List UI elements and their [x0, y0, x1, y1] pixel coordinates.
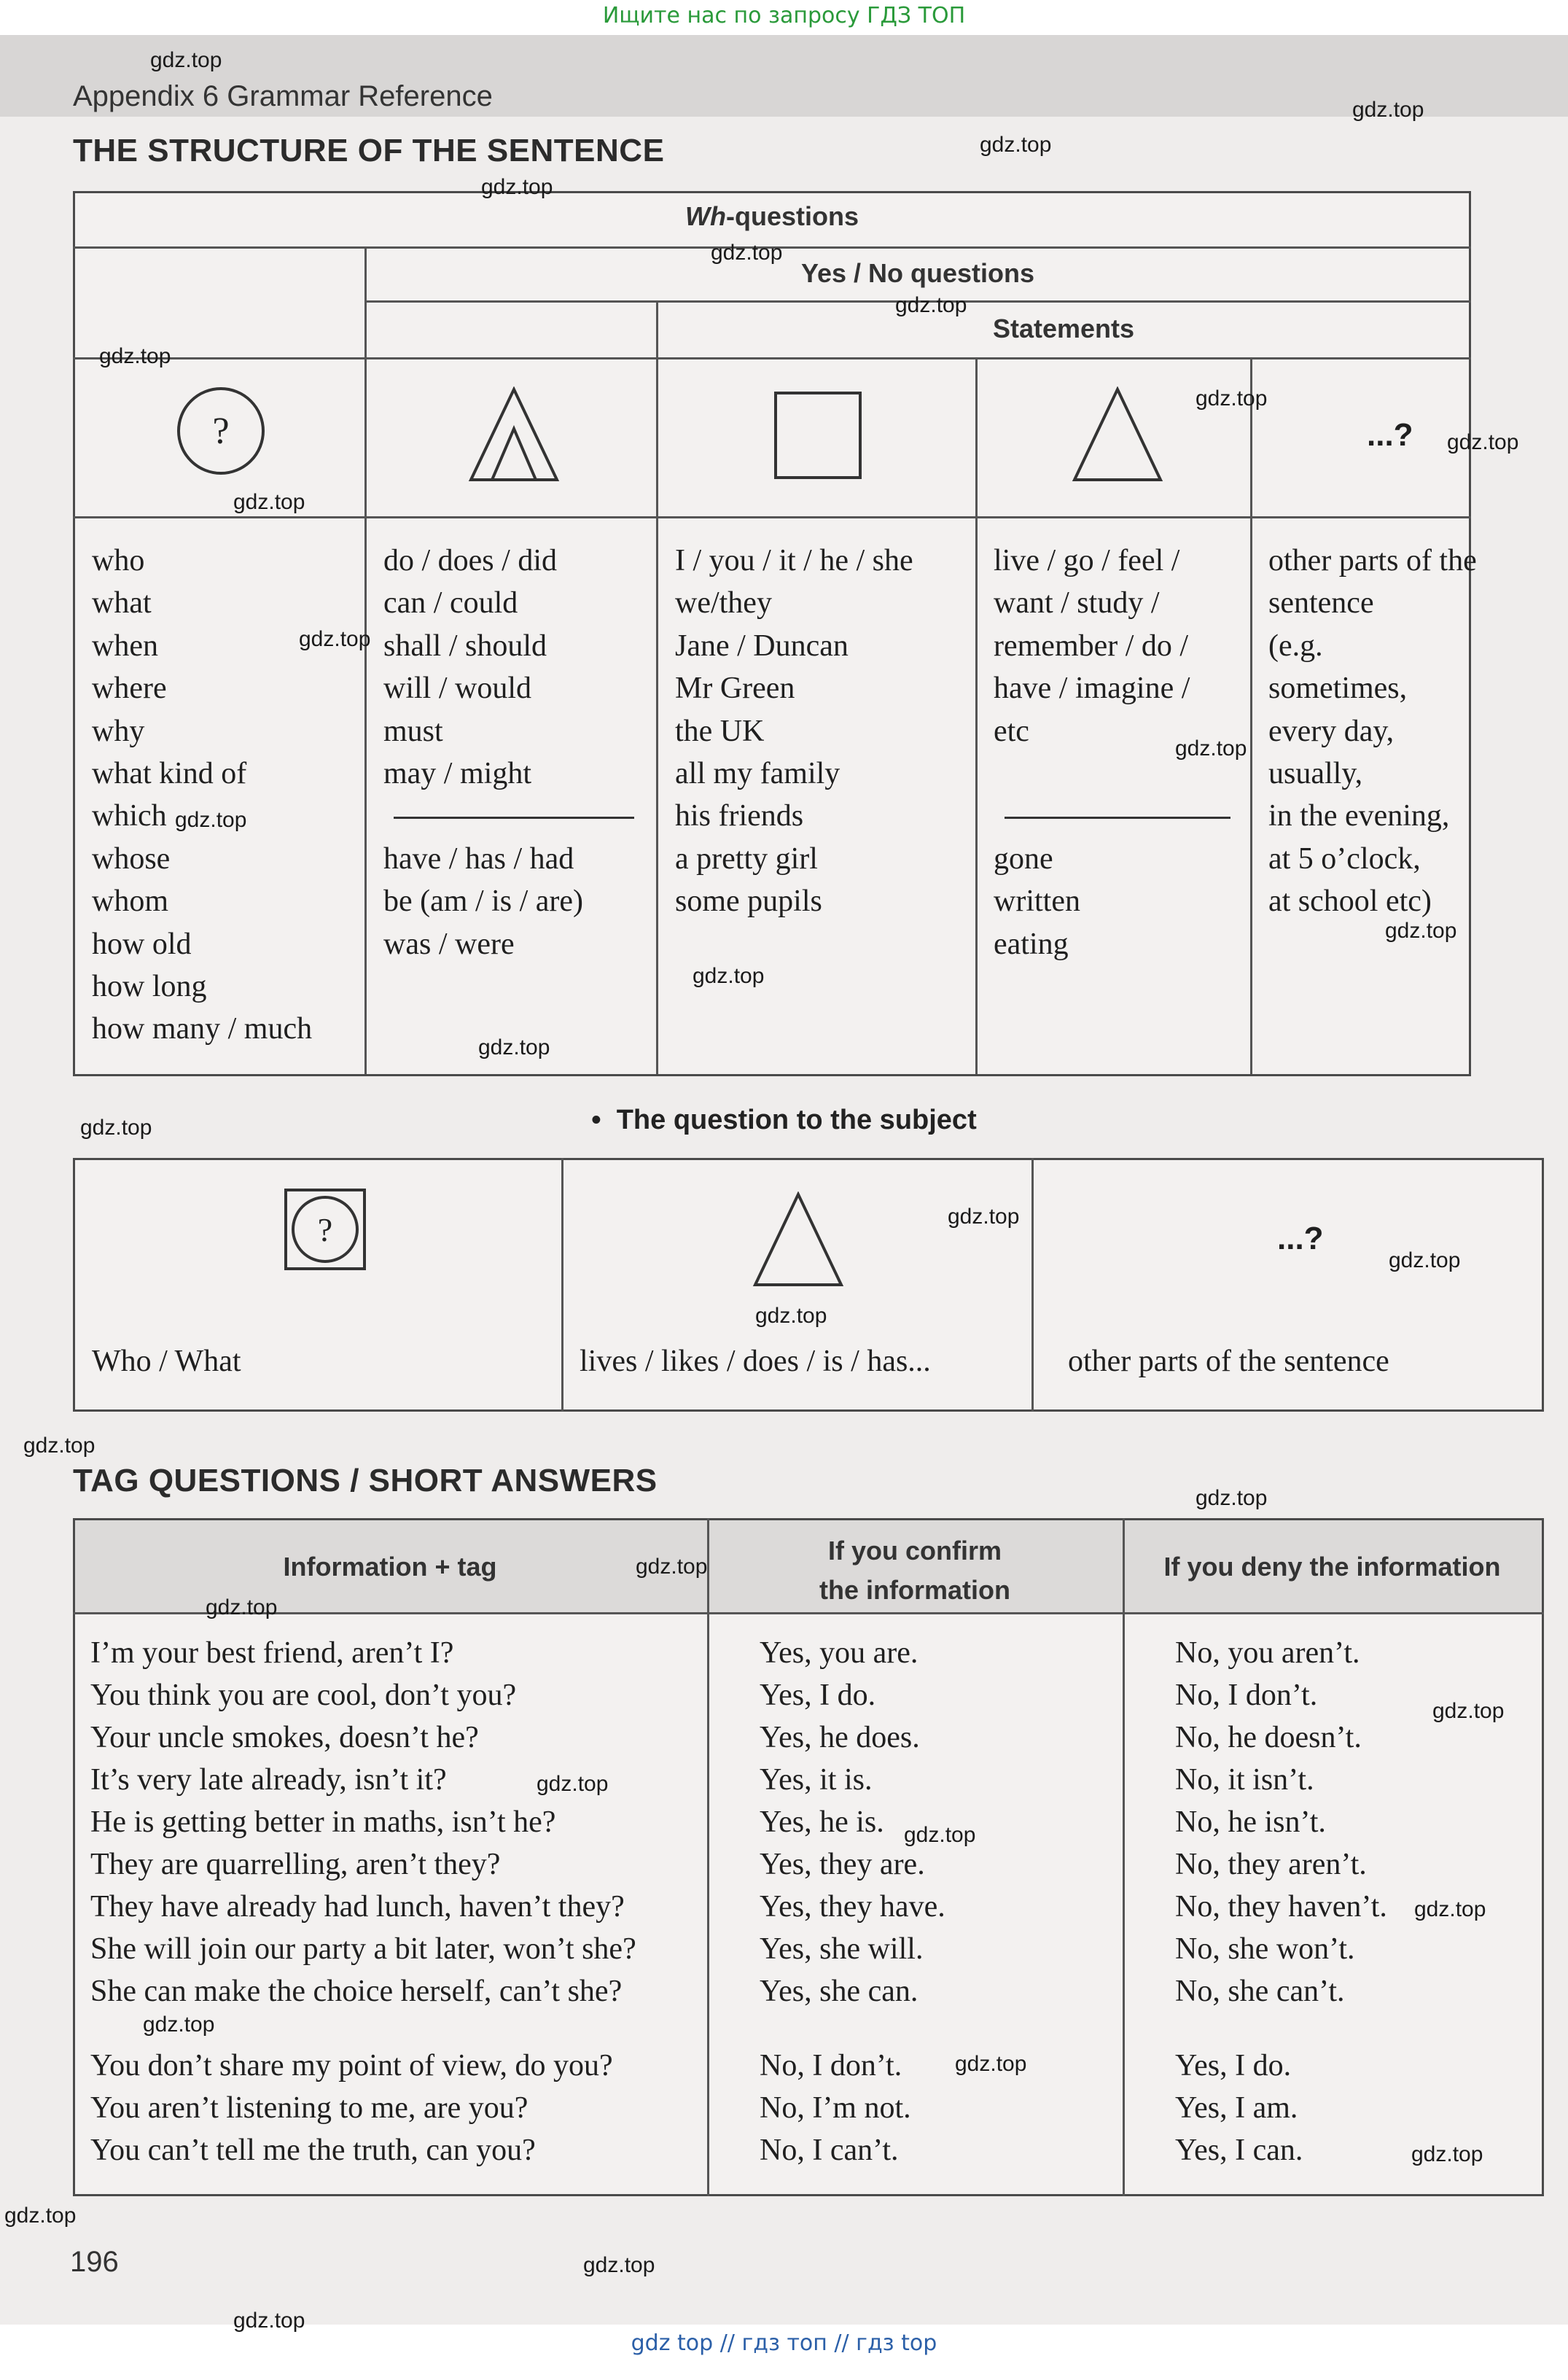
watermark: gdz.top	[537, 1772, 609, 1796]
cell: must	[383, 715, 443, 748]
watermark: gdz.top	[1432, 1699, 1505, 1723]
verb-triangle-icon	[1070, 386, 1165, 484]
deny-cell: Yes, I do.	[1175, 2049, 1292, 2082]
subject-question-title	[0, 1105, 1568, 1136]
cell: whom	[92, 884, 168, 918]
question-circle-icon	[175, 385, 267, 477]
cell: live / go / feel /	[994, 544, 1180, 578]
deny-cell: No, he isn’t.	[1175, 1805, 1326, 1839]
subject-question-title-text: The question to the subject	[616, 1105, 977, 1135]
watermark: gdz.top	[206, 1595, 278, 1619]
watermark: gdz.top	[583, 2253, 655, 2277]
cell: sentence	[1268, 586, 1374, 620]
cell: eating	[994, 928, 1069, 961]
cell: be (am / is / are)	[383, 884, 584, 918]
watermark: gdz.top	[980, 133, 1052, 157]
wh-questions-header	[73, 201, 1471, 232]
tag-cell: She can make the choice herself, can’t she?	[90, 1975, 623, 2008]
tag-cell: You aren’t listening to me, are you?	[90, 2091, 528, 2125]
watermark: gdz.top	[1414, 1897, 1486, 1921]
section-title-structure: THE STRUCTURE OF THE SENTENCE	[73, 133, 665, 168]
cell: remember / do /	[994, 629, 1189, 663]
watermark: gdz.top	[904, 1823, 976, 1847]
cell: when	[92, 629, 158, 663]
cell: how many / much	[92, 1012, 313, 1046]
question-end-mark: ...?	[1367, 417, 1413, 453]
cell: why	[92, 715, 145, 748]
watermark: gdz.top	[948, 1205, 1020, 1229]
tag-header-information: Information + tag	[283, 1552, 497, 1582]
statements-header: Statements	[992, 314, 1135, 343]
svg-text:?: ?	[317, 1211, 333, 1248]
subject-question-cell-3: other parts of the sentence	[1068, 1345, 1389, 1378]
watermark: gdz.top	[99, 344, 171, 368]
cell: I / you / it / he / she	[675, 544, 913, 578]
subject-question-cell-1: Who / What	[92, 1345, 241, 1378]
cell: some pupils	[675, 884, 822, 918]
confirm-cell: Yes, she can.	[760, 1975, 918, 2008]
deny-cell: No, she can’t.	[1175, 1975, 1345, 2008]
cell: a pretty girl	[675, 842, 818, 876]
cell: his friends	[675, 799, 804, 833]
page-number: 196	[70, 2246, 119, 2278]
deny-cell: Yes, I can.	[1175, 2134, 1303, 2167]
watermark: gdz.top	[143, 2012, 215, 2037]
bullet-glyph: •	[591, 1105, 601, 1135]
watermark: gdz.top	[1195, 386, 1268, 411]
tag-header-deny: If you deny the information	[1163, 1552, 1501, 1582]
watermark: gdz.top	[693, 964, 765, 988]
cell: (e.g.	[1268, 629, 1323, 663]
tag-cell: You don’t share my point of view, do you?	[90, 2049, 613, 2082]
deny-cell: No, I don’t.	[1175, 1679, 1318, 1712]
watermark: gdz.top	[1389, 1248, 1461, 1272]
top-banner[interactable]: Ищите нас по запросу ГДЗ ТОП	[602, 3, 966, 28]
svg-text:?: ?	[212, 411, 230, 452]
watermark: gdz.top	[481, 175, 553, 199]
deny-cell: No, they aren’t.	[1175, 1848, 1367, 1881]
deny-cell: No, she won’t.	[1175, 1932, 1355, 1966]
watermark: gdz.top	[1195, 1486, 1268, 1510]
watermark: gdz.top	[1175, 736, 1247, 761]
watermark: gdz.top	[23, 1434, 95, 1458]
cell: Mr Green	[675, 672, 795, 705]
watermark: gdz.top	[233, 2309, 305, 2333]
watermark: gdz.top	[80, 1116, 152, 1140]
confirm-cell: Yes, they are.	[760, 1848, 925, 1881]
confirm-cell: Yes, he is.	[760, 1805, 884, 1839]
confirm-cell: No, I can’t.	[760, 2134, 899, 2167]
cell: gone	[994, 842, 1053, 876]
watermark: gdz.top	[755, 1304, 827, 1328]
cell: at school etc)	[1268, 884, 1432, 918]
deny-cell: No, he doesn’t.	[1175, 1721, 1362, 1754]
deny-cell: No, they haven’t.	[1175, 1890, 1387, 1924]
confirm-cell: Yes, it is.	[760, 1763, 873, 1797]
confirm-cell: Yes, you are.	[760, 1636, 918, 1670]
yes-no-header: Yes / No questions	[800, 258, 1035, 288]
cell: who	[92, 544, 145, 578]
watermark: gdz.top	[1411, 2142, 1483, 2166]
tag-cell: You think you are cool, don’t you?	[90, 1679, 517, 1712]
cell: how long	[92, 970, 207, 1003]
cell: whose	[92, 842, 171, 876]
subject-square-icon	[773, 390, 863, 481]
cell: the UK	[675, 715, 765, 748]
tag-cell: I’m your best friend, aren’t I?	[90, 1636, 454, 1670]
watermark: gdz.top	[233, 490, 305, 514]
watermark: gdz.top	[1385, 919, 1457, 943]
cell: will / would	[383, 672, 532, 705]
cell: where	[92, 672, 167, 705]
confirm-cell: Yes, she will.	[760, 1932, 924, 1966]
confirm-cell: Yes, I do.	[760, 1679, 876, 1712]
cell: usually,	[1268, 757, 1363, 790]
cell: which	[92, 799, 167, 833]
cell: do / does / did	[383, 544, 557, 578]
tag-cell: They are quarrelling, aren’t they?	[90, 1848, 501, 1881]
wh-label: Wh	[685, 201, 726, 231]
watermark: gdz.top	[175, 808, 247, 832]
cell: we/they	[675, 586, 772, 620]
cell: what kind of	[92, 757, 247, 790]
tag-cell: She will join our party a bit later, won’t she?	[90, 1932, 636, 1966]
question-square-icon	[283, 1187, 367, 1272]
confirm-cell: No, I don’t.	[760, 2049, 902, 2082]
deny-cell: Yes, I am.	[1175, 2091, 1298, 2125]
tag-cell: He is getting better in maths, isn’t he?	[90, 1805, 556, 1839]
auxiliary-triangle-icon	[467, 386, 561, 484]
cell: etc	[994, 715, 1029, 748]
wh-rest: -questions	[725, 201, 859, 231]
cell: written	[994, 884, 1080, 918]
section-title-tag-questions: TAG QUESTIONS / SHORT ANSWERS	[73, 1463, 658, 1498]
cell: have / has / had	[383, 842, 574, 876]
tag-cell: Your uncle smokes, doesn’t he?	[90, 1721, 479, 1754]
cell: want / study /	[994, 586, 1160, 620]
cell: what	[92, 586, 152, 620]
cell: may / might	[383, 757, 531, 790]
deny-cell: No, you aren’t.	[1175, 1636, 1360, 1670]
confirm-cell: Yes, he does.	[760, 1721, 920, 1754]
watermark: gdz.top	[150, 48, 222, 72]
tag-cell: You can’t tell me the truth, can you?	[90, 2134, 536, 2167]
bottom-banner[interactable]: gdz top // гдз топ // гдз top	[631, 2330, 937, 2356]
tag-header-confirm: If you confirm the information	[819, 1536, 1010, 1605]
cell: was / were	[383, 928, 515, 961]
watermark: gdz.top	[711, 241, 783, 265]
deny-cell: No, it isn’t.	[1175, 1763, 1314, 1797]
watermark: gdz.top	[1352, 98, 1424, 122]
appendix-title: Appendix 6 Grammar Reference	[73, 80, 493, 112]
separator-line	[394, 817, 634, 819]
cell: every day,	[1268, 715, 1395, 748]
separator-line	[1005, 817, 1230, 819]
verb-triangle-icon	[751, 1191, 846, 1289]
cell: in the evening,	[1268, 799, 1450, 833]
cell: Jane / Duncan	[675, 629, 849, 663]
cell: shall / should	[383, 629, 547, 663]
watermark: gdz.top	[636, 1555, 708, 1579]
cell: all my family	[675, 757, 840, 790]
tag-cell: It’s very late already, isn’t it?	[90, 1763, 447, 1797]
subject-question-end-mark: ...?	[1277, 1221, 1324, 1256]
watermark: gdz.top	[478, 1035, 550, 1059]
confirm-cell: Yes, they have.	[760, 1890, 945, 1924]
subject-question-cell-2: lives / likes / does / is / has...	[580, 1345, 931, 1378]
confirm-cell: No, I’m not.	[760, 2091, 911, 2125]
cell: at 5 o’clock,	[1268, 842, 1421, 876]
cell: how old	[92, 928, 192, 961]
cell: other parts of the	[1268, 544, 1477, 578]
cell: can / could	[383, 586, 518, 620]
cell: have / imagine /	[994, 672, 1190, 705]
watermark: gdz.top	[4, 2204, 77, 2228]
watermark: gdz.top	[299, 627, 371, 651]
watermark: gdz.top	[955, 2052, 1027, 2076]
cell: sometimes,	[1268, 672, 1408, 705]
watermark: gdz.top	[895, 293, 967, 317]
watermark: gdz.top	[1447, 430, 1519, 454]
tag-cell: They have already had lunch, haven’t they?	[90, 1890, 625, 1924]
